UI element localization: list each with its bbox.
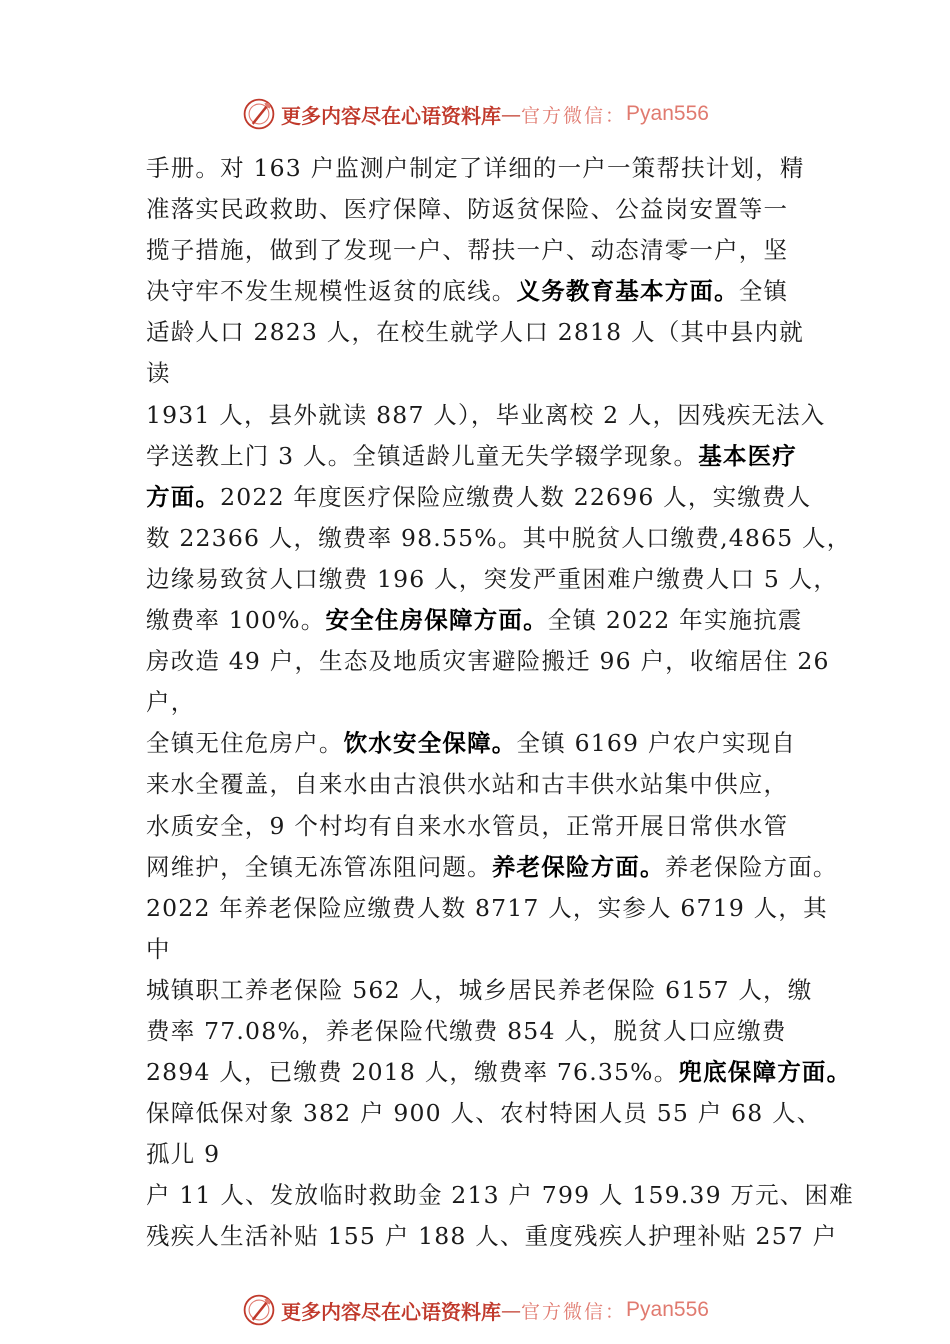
watermark-wechat-label: 官方微信： xyxy=(521,104,627,127)
body-text: 中 xyxy=(146,934,171,963)
body-text: 残疾人生活补贴 155 户 188 人、重度残疾人护理补贴 257 户 xyxy=(146,1222,838,1251)
text-line xyxy=(146,1216,838,1257)
quill-logo-icon xyxy=(241,96,277,132)
body-text: 适龄人口 2823 人，在校生就学人口 2818 人（其中县内就 xyxy=(146,318,804,347)
body-text: 水质安全，9 个村均有自来水水管员，正常开展日常供水管 xyxy=(146,811,789,840)
text-line xyxy=(146,1175,854,1216)
text-line xyxy=(146,436,826,477)
body-text: 2894 人，已缴费 2018 人，缴费率 76.35%。 xyxy=(146,1058,679,1087)
text-line xyxy=(146,888,826,929)
watermark-dash: — xyxy=(501,1298,522,1322)
text-line xyxy=(146,929,826,970)
text-line xyxy=(146,682,826,723)
body-text: 全镇 6169 户农户实现自 xyxy=(516,729,797,758)
text-line xyxy=(146,970,826,1011)
body-text: 孤儿 9 xyxy=(146,1140,221,1169)
body-text: 网维护，全镇无冻管冻阻问题。 xyxy=(146,852,492,881)
section-heading: 安全住房保障方面。 xyxy=(325,606,548,635)
watermark-site-name: 更多内容尽在心语资料库 xyxy=(281,1299,502,1324)
document-body xyxy=(146,148,854,1258)
text-line xyxy=(146,353,826,394)
section-heading: 养老保险方面。 xyxy=(491,852,665,881)
watermark-wechat-label: 官方微信： xyxy=(521,1300,627,1323)
text-line xyxy=(146,312,826,353)
text-line xyxy=(146,723,826,764)
section-heading: 饮水安全保障。 xyxy=(343,729,517,758)
text-line xyxy=(146,477,826,518)
body-text: 全镇无住危房户。 xyxy=(146,729,344,758)
body-text: 读 xyxy=(146,359,171,388)
text-line xyxy=(146,395,826,436)
body-text: 全镇 2022 年实施抗震 xyxy=(547,606,803,635)
quill-logo-icon xyxy=(241,1292,277,1328)
text-line xyxy=(146,230,826,271)
text-line xyxy=(146,764,826,805)
section-heading: 基本医疗 xyxy=(698,441,798,470)
text-line xyxy=(146,641,830,682)
body-text: 决守牢不发生规模性返贫的底线。 xyxy=(146,277,517,306)
header-watermark xyxy=(0,94,950,134)
body-text: 学送教上门 3 人。全镇适龄儿童无失学辍学现象。 xyxy=(146,441,699,470)
section-heading: 兜底保障方面。 xyxy=(678,1058,852,1087)
body-text: 2022 年度医疗保险应缴费人数 22696 人，实缴费人 xyxy=(220,482,812,511)
body-text: 房改造 49 户，生态及地质灾害避险搬迁 96 户，收缩居住 26 xyxy=(146,647,830,676)
body-text: 户， xyxy=(146,688,196,717)
body-text: 保障低保对象 382 户 900 人、农村特困人员 55 户 68 人、 xyxy=(146,1099,822,1128)
body-text: 准落实民政救助、医疗保障、防返贫保险、公益岗安置等一 xyxy=(146,195,789,224)
text-line xyxy=(146,1052,852,1093)
watermark-dash: — xyxy=(501,102,522,126)
text-line xyxy=(146,518,852,559)
text-line xyxy=(146,847,838,888)
body-text: 费率 77.08%，养老保险代缴费 854 人，脱贫人口应缴费 xyxy=(146,1016,787,1045)
body-text: 揽子措施，做到了发现一户、帮扶一户、动态清零一户，坚 xyxy=(146,236,789,265)
body-text: 来水全覆盖，自来水由古浪供水站和古丰供水站集中供应， xyxy=(146,770,789,799)
body-text: 缴费率 100%。 xyxy=(146,606,326,635)
body-text: 2022 年养老保险应缴费人数 8717 人，实参人 6719 人，其 xyxy=(146,893,828,922)
text-line xyxy=(146,600,826,641)
footer-watermark xyxy=(0,1290,950,1330)
body-text: 户 11 人、发放临时救助金 213 户 799 人 159.39 万元、困难 xyxy=(146,1181,854,1210)
body-text: 城镇职工养老保险 562 人，城乡居民养老保险 6157 人，缴 xyxy=(146,975,813,1004)
text-line xyxy=(146,189,826,230)
text-line xyxy=(146,806,826,847)
text-line xyxy=(146,1093,826,1134)
body-text: 手册。对 163 户监测户制定了详细的一户一策帮扶计划，精 xyxy=(146,154,805,182)
text-line xyxy=(146,1011,826,1052)
watermark-site-name: 更多内容尽在心语资料库 xyxy=(281,103,502,128)
watermark-wechat-id: Pyan556 xyxy=(626,102,709,125)
body-text: 1931 人，县外就读 887 人），毕业离校 2 人，因残疾无法入 xyxy=(146,400,826,429)
watermark-wechat-id: Pyan556 xyxy=(626,1298,709,1321)
text-line xyxy=(146,148,826,189)
text-line xyxy=(146,559,839,600)
body-text: 边缘易致贫人口缴费 196 人，突发严重困难户缴费人口 5 人， xyxy=(146,564,839,593)
section-heading: 义务教育基本方面。 xyxy=(516,277,739,306)
body-text: 全镇 xyxy=(738,277,789,306)
body-text: 数 22366 人，缴费率 98.55%。其中脱贫人口缴费,4865 人， xyxy=(146,523,852,552)
section-heading: 方面。 xyxy=(146,482,221,511)
body-text: 养老保险方面。 xyxy=(664,852,838,881)
text-line xyxy=(146,1134,826,1175)
text-line xyxy=(146,271,826,312)
